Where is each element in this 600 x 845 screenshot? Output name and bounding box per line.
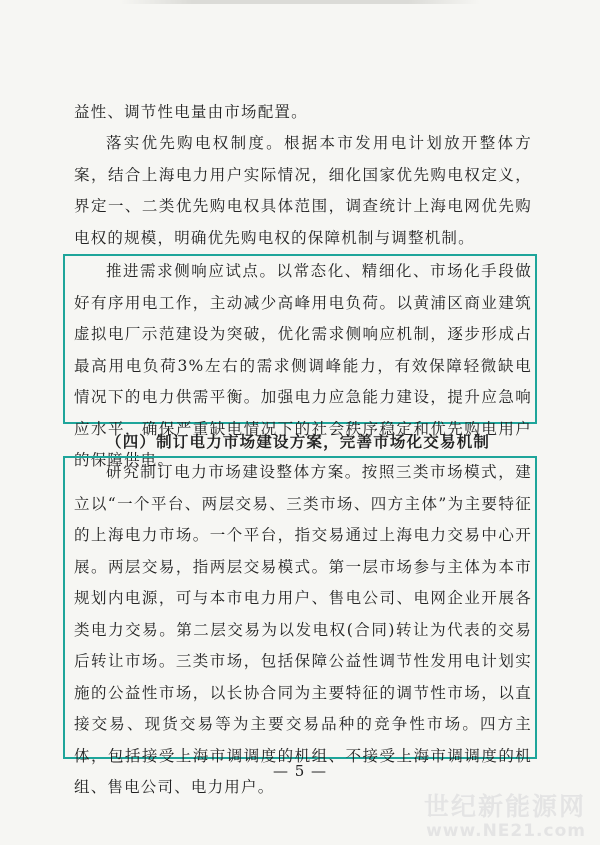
paragraph-market-plan: 研究制订电力市场建设整体方案。按照三类市场模式，建立以“一个平台、两层交易、三类市场、四方主体”为主要特征的上海电力市场。一个平台，指交易通过上海电力交易中心开展。两层交易，指两层交易模式。第一层市场参与主体为本市规划内电源，可与本市电力用户、售电公司、电网企业开展各类电力交易。第二层交易为以发电权(合同)转让为代表的交易后转让市场。三类市场，包括保障公益性调节性发用电计划实施的公益性市场，以长协合同为主要特征的调节性市场，以直接交易、现货交易等为主要交易品种的竞争性市场。四方主体，包括接受上海市调调度的机组、不接受上海市调调度的机组、售电公司、电力用户。 xyxy=(74,463,532,796)
paragraph-priority-power: 落实优先购电权制度。根据本市发用电计划放开整体方案，结合上海电力用户实际情况，细化国家优先购电权定义，界定一、二类优先购电权具体范围，调查统计上海电网优先购电权的规模，明确优先购电权的保障机制与调整机制。 xyxy=(74,134,532,247)
paragraph-demand-response: 推进需求侧响应试点。以常态化、精细化、市场化手段做好有序用电工作，主动减少高峰用电负荷。以黄浦区商业建筑虚拟电厂示范建设为突破，优化需求侧响应机制，逐步形成占最高用电负荷3%左右的需求侧调峰能力，有效保障轻微缺电情况下的电力供需平衡。加强电力应急能力建设，提升应急响应水平，确保严重缺电情况下的社会秩序稳定和优先购电用户的保障供电。 xyxy=(74,262,532,469)
top-edge-mark xyxy=(120,0,480,4)
watermark-title: 世纪新能源网 xyxy=(423,792,586,821)
paragraph-continuation: 益性、调节性电量由市场配置。 xyxy=(74,103,308,121)
watermark-url: www.NE21.com xyxy=(426,821,586,841)
watermark xyxy=(424,793,586,841)
page-number: — 5 — xyxy=(272,762,328,780)
section-heading: （四）制订电力市场建设方案，完善市场化交易机制 xyxy=(106,432,491,451)
